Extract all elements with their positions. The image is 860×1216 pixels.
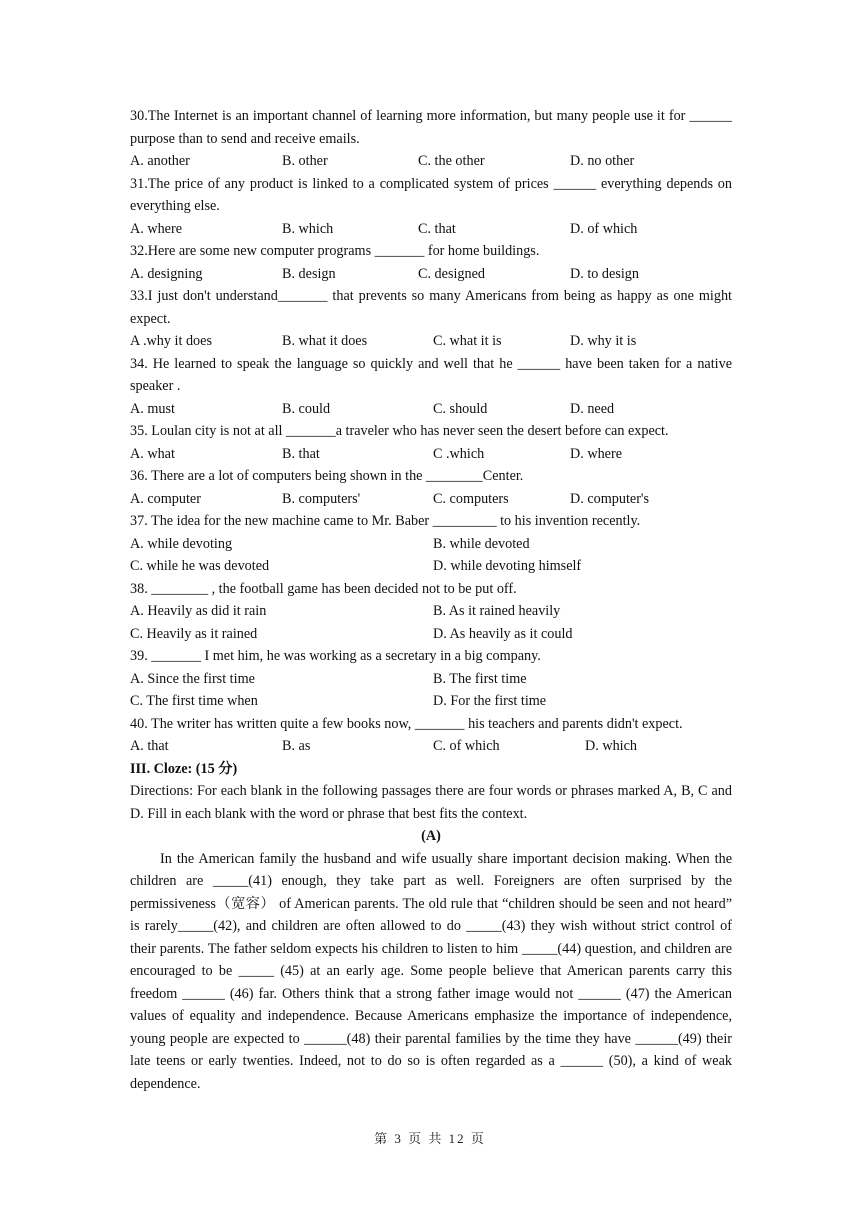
answer-option: D. where [570,445,622,462]
answer-option: C. what it is [433,333,502,349]
answer-option: D. As heavily as it could [433,625,573,642]
option-row [130,263,732,286]
answer-option: B. which [282,220,334,237]
answer-option: A. Since the first time [130,670,255,687]
passage-label: (A) [421,828,441,844]
question-stem: 30.The Internet is an important channel of learning more information, but many people use it for ______ purpose than to send and receive emails. [130,108,732,147]
answer-option: B. design [282,265,336,282]
answer-option: C. Heavily as it rained [130,625,258,642]
option-row [130,600,732,623]
exam-page [130,105,732,1095]
page-footer: 第 3 页 共 12 页 [374,1131,486,1146]
answer-option: B. as [282,738,311,754]
answer-option: A. where [130,220,182,237]
answer-option: B. computers' [282,490,361,507]
answer-option: D. to design [570,265,639,282]
answer-option: A. another [130,153,190,169]
question-stem: 37. The idea for the new machine came to Mr. Baber _________ to his invention recently. [130,513,641,529]
answer-option: D. of which [570,220,638,237]
option-row [130,218,732,241]
option-row [130,330,732,353]
answer-option: B. could [282,400,331,417]
question-stem: 33.I just don't understand_______ that prevents so many Americans from being as happy as one might expect. [130,288,732,327]
option-row [130,623,732,646]
option-row [130,668,732,691]
answer-option: B. while devoted [433,535,530,552]
answer-option: A. Heavily as did it rain [130,603,267,619]
answer-option: C. the other [418,153,485,169]
option-row [130,398,732,421]
answer-option: D. computer's [570,490,649,507]
answer-option: D. which [585,738,638,754]
section-title: III. Cloze: (15 分) [130,760,238,777]
answer-option: C. that [418,220,456,237]
passage-text: In the American family the husband and wife usually share important decision making. When the children are _____(41) enough, they take part as well. Foreigners are often surprised by the permissiveness（宽容） of American parents. The old rule that “children should be seen and not heard” is rarely_____(42), and children are often allowed to do _____(43) they wish without strict control of their parents. The father seldom expects his children to listen to him _____(44) question, and children are encouraged to be _____ (45) at an early age. Some people believe that American parents carry this freedom ______ (46) far. Others think that a strong father image would not ______ (47) the American values of equality and independence. Because Americans emphasize the importance of independence, young people are expected to ______(48) their parental families by the time they have ______(49) their late teens or early twenties. Indeed, not to do so is often regarded as a ______ (50), a kind of weak dependence. [130,850,732,1092]
question-stem: 40. The writer has written quite a few books now, _______ his teachers and parents didn't expect. [130,715,683,732]
question-stem: 38. ________ , the football game has been decided not to be put off. [130,580,517,597]
question-stem: 35. Loulan city is not at all _______a traveler who has never seen the desert before can expect. [130,423,669,439]
answer-option: C. while he was devoted [130,558,270,574]
question-stem: 36. There are a lot of computers being shown in the ________Center. [130,468,524,484]
answer-option: A. must [130,400,175,417]
option-row [130,735,732,758]
question-stem: 39. _______ I met him, he was working as a secretary in a big company. [130,648,541,664]
question-stem: 32.Here are some new computer programs _______ for home buildings. [130,243,540,259]
answer-option: C .which [433,445,485,462]
answer-option: A. while devoting [130,535,233,552]
answer-option: A .why it does [130,333,212,349]
answer-option: A. what [130,445,175,462]
answer-option: B. that [282,445,320,462]
option-row [130,555,732,578]
answer-option: D. need [570,400,615,417]
answer-option: A. designing [130,265,203,282]
option-row [130,690,732,713]
answer-option: D. For the first time [433,693,547,709]
question-stem: 34. He learned to speak the language so quickly and well that he ______ have been taken for a native speaker . [130,355,732,394]
answer-option: A. computer [130,490,201,507]
option-row [130,488,732,511]
answer-option: C. of which [433,738,500,754]
section-directions: Directions: For each blank in the following passages there are four words or phrases marked A, B, C and D. Fill in each blank with the word or phrase that best fits the context. [130,783,732,822]
option-row [130,533,732,556]
answer-option: B. As it rained heavily [433,603,561,619]
question-list [130,105,732,758]
answer-option: D. why it is [570,333,637,349]
answer-option: C. computers [433,490,509,507]
answer-option: C. should [433,400,488,417]
answer-option: B. other [282,153,328,169]
answer-option: C. designed [418,265,485,282]
answer-option: D. while devoting himself [433,558,582,574]
answer-option: B. what it does [282,333,368,349]
answer-option: C. The first time when [130,693,258,709]
question-stem: 31.The price of any product is linked to a complicated system of prices ______ everything depends on everything else. [130,175,732,214]
option-row [130,150,732,173]
answer-option: B. The first time [433,670,527,687]
option-row [130,443,732,466]
answer-option: A. that [130,738,169,754]
answer-option: D. no other [570,153,635,169]
